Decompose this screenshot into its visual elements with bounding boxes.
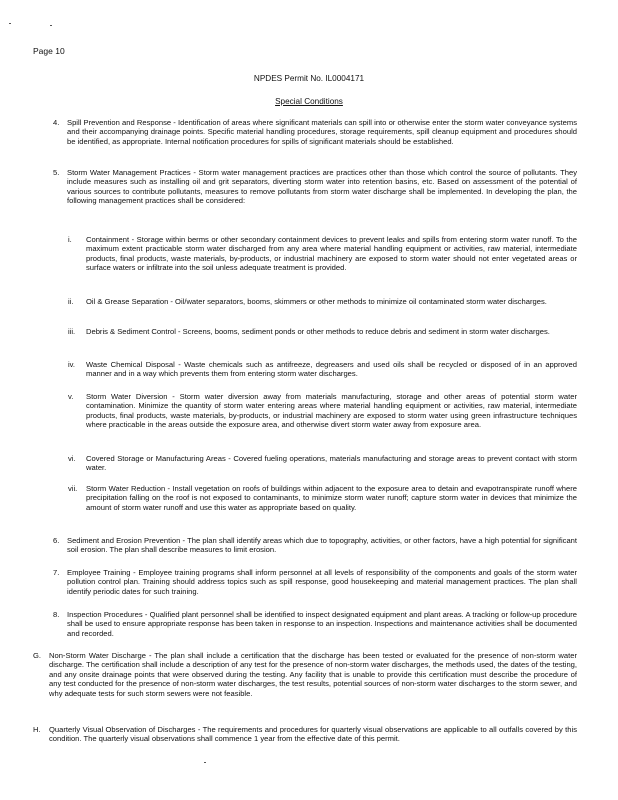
- item-marker: 7.: [53, 568, 60, 577]
- sub-item-text: Oil & Grease Separation - Oil/water separators, booms, skimmers or other methods to minimize oil contaminated storm water discharges.: [86, 297, 547, 306]
- sub-item-marker: vi.: [68, 454, 76, 463]
- item-marker: 8.: [53, 610, 60, 619]
- item-text: Storm Water Management Practices - Storm water management practices are practices other than those which control the source of pollutants. They include measures such as installing oil and grit separators, diverting storm water into retention basins, etc. Based on assessment of the potential of various sources to contribute pollutants, measures to remove pollutants from storm water discharge shall be implemented. In developing the plan, the following management practices shall be considered:: [67, 168, 577, 206]
- item-text: Employee Training - Employee training programs shall inform personnel at all levels of responsibility of the components and goals of the storm water pollution control plan. Training should address topics such as spill response, good housekeeping and material management practices. The plan shall identify periodic dates for such training.: [67, 568, 577, 596]
- sub-item-marker: v.: [68, 392, 74, 401]
- sub-item-text: Containment - Storage within berms or other secondary containment devices to prevent leaks and spills from entering storm water runoff. To the maximum extent practicable storm water discharged from any area where material handling equipment or activities, raw material, intermediate products, final products, waste materials, by-products, or industrial machinery are exposed to storm water should not enter vegetated areas or surface waters or infiltrate into the soil unless adequate treatment is provided.: [86, 235, 577, 273]
- sub-item-text: Storm Water Diversion - Storm water diversion away from materials manufacturing, storage and other areas of potential storm water contamination. Minimize the quantity of storm water entering areas where material handling equipment or activities, raw material, intermediate products, final products, waste materials, by-products, or industrial machinery are exposed to storm water using green infrastructure techniques where practicable in the areas outside the exposure area, and otherwise divert storm water away from exposure area.: [86, 392, 577, 430]
- sub-item-marker: iii.: [68, 327, 76, 336]
- sub-item-text: Debris & Sediment Control - Screens, booms, sediment ponds or other methods to reduce debris and sediment in storm water discharges.: [86, 327, 550, 336]
- scan-speck: [50, 25, 52, 26]
- permit-title: NPDES Permit No. IL0004171: [253, 74, 365, 83]
- sub-item-marker: ii.: [68, 297, 74, 306]
- item-marker: 6.: [53, 536, 60, 545]
- scan-speck: [204, 762, 206, 763]
- sub-item-marker: iv.: [68, 360, 76, 369]
- sub-item-marker: vii.: [68, 484, 78, 493]
- item-text: Inspection Procedures - Qualified plant personnel shall be identified to inspect designated equipment and plant areas. A tracking or follow-up procedure shall be used to ensure appropriate response has been taken in response to an inspection. Inspections and maintenance activities shall be documented and recorded.: [67, 610, 577, 638]
- item-marker: 4.: [53, 118, 60, 127]
- sub-item-text: Waste Chemical Disposal - Waste chemicals such as antifreeze, degreasers and used oils shall be recycled or disposed of in an approved manner and in a way which prevents them from entering storm water discharges.: [86, 360, 577, 379]
- letter-item-text: Quarterly Visual Observation of Discharges - The requirements and procedures for quarterly visual observations are applicable to all outfalls covered by this condition. The quarterly visual observations shall commence 1 year from the effective date of this permit.: [49, 725, 577, 744]
- scan-speck: [9, 23, 11, 24]
- sub-item-text: Storm Water Reduction - Install vegetation on roofs of buildings within adjacent to the exposure area to detain and evapotranspirate runoff where precipitation falling on the roof is not exposed to contaminants, to minimize storm water runoff; capture storm water in devices that minimize the amount of storm water runoff and use this water as appropriate based on quality.: [86, 484, 577, 512]
- sub-item-marker: i.: [68, 235, 72, 244]
- letter-marker: H.: [33, 725, 41, 734]
- item-marker: 5.: [53, 168, 60, 177]
- sub-item-text: Covered Storage or Manufacturing Areas - Covered fueling operations, materials manufacturing and storage areas to prevent contact with storm water.: [86, 454, 577, 473]
- section-title: Special Conditions: [275, 97, 343, 106]
- page-number: Page 10: [33, 46, 65, 56]
- item-text: Spill Prevention and Response - Identification of areas where significant materials can spill into or otherwise enter the storm water conveyance systems and their accompanying drainage points. Specific material handling procedures, storage requirements, spill cleanup equipment and procedures should be identified, as appropriate. Internal notification procedures for spills of significant materials should be established.: [67, 118, 577, 146]
- letter-marker: G.: [33, 651, 42, 660]
- item-text: Sediment and Erosion Prevention - The plan shall identify areas which due to topography, activities, or other factors, have a high potential for significant soil erosion. The plan shall describe measures to limit erosion.: [67, 536, 577, 555]
- letter-item-text: Non-Storm Water Discharge - The plan shall include a certification that the discharge has been tested or evaluated for the presence of non-storm water discharge. The certification shall include a description of any test for the presence of non-storm water discharges, the methods used, the dates of the testing, and any onsite drainage points that were observed during the testing. Any facility that is unable to provide this certification must describe the procedure of any test conducted for the presence of non-storm water discharges, the test results, potential sources of non-storm water discharges to the storm sewer, and why adequate tests for such storm sewers were not feasible.: [49, 651, 577, 698]
